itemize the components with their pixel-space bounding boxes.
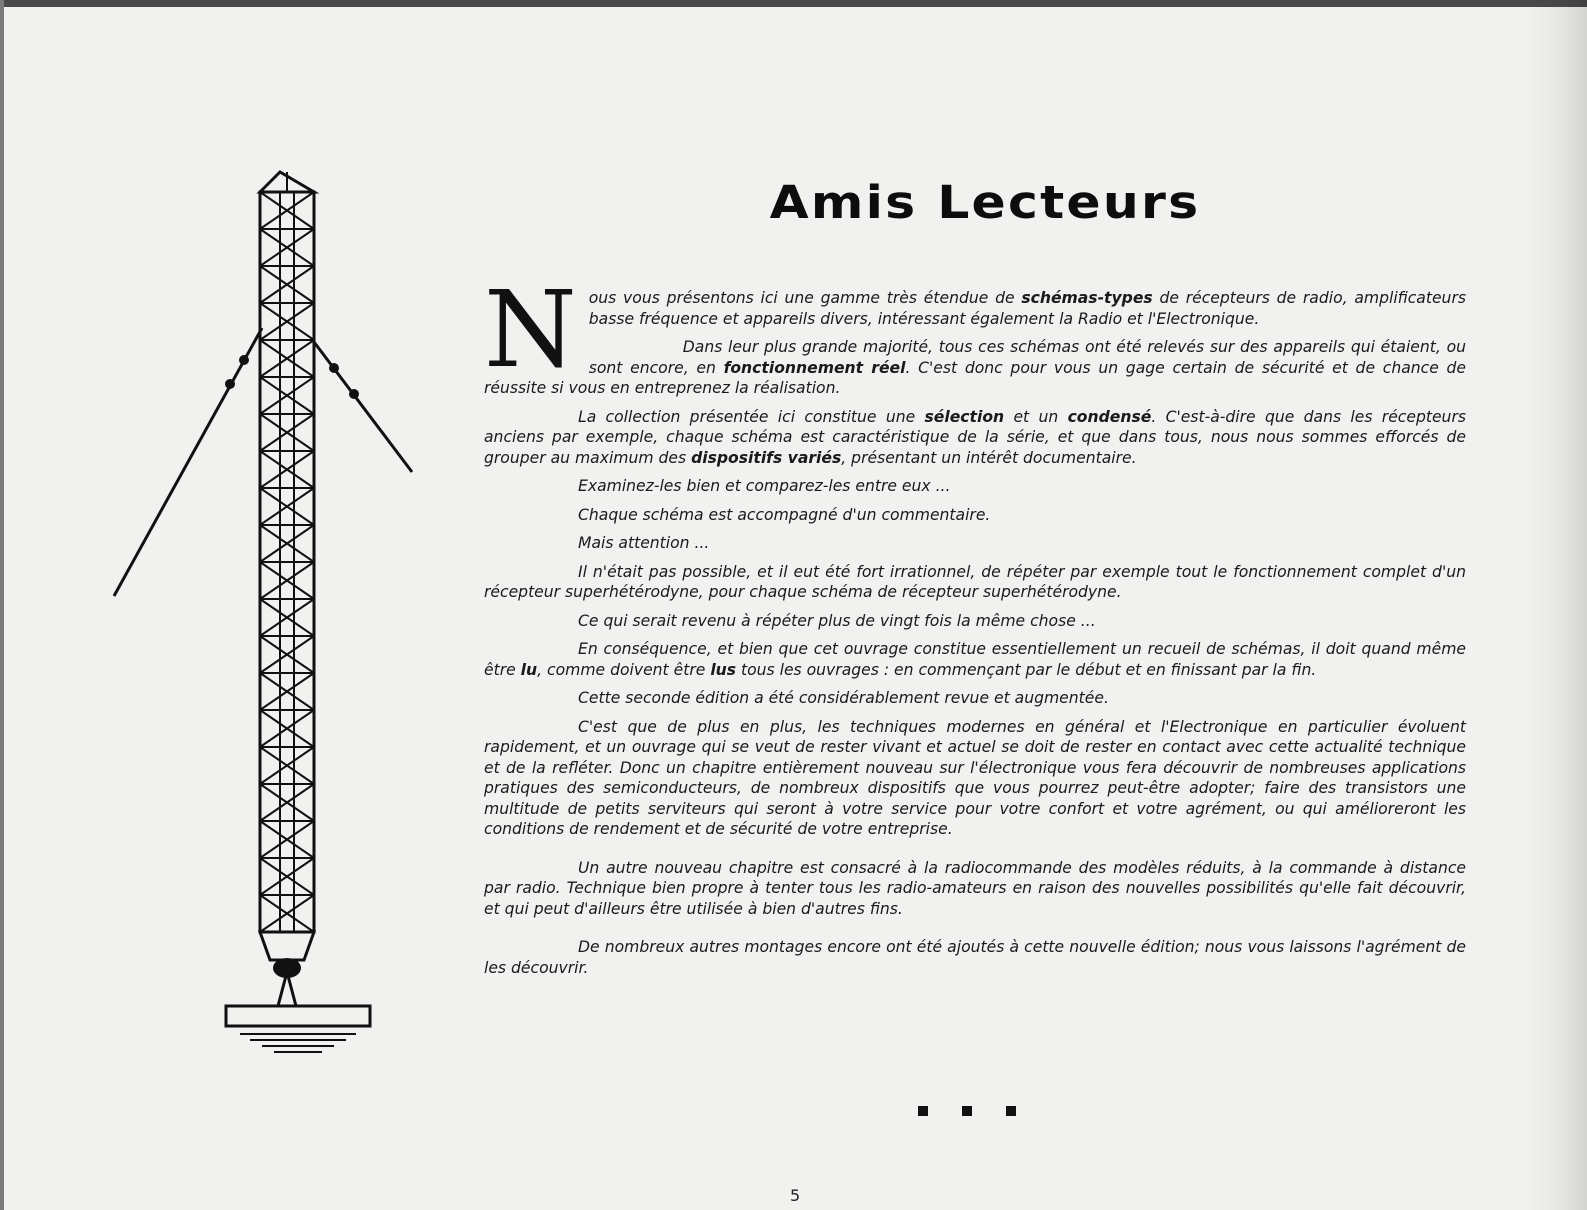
insulator-left-1 xyxy=(239,355,249,365)
paragraph-12: Un autre nouveau chapitre est consacré à la radiocommande des modèles réduits, à la commande à distance par radio. Technique bien propre à tenter tous les radio-amateurs en raison des nouvelles possibilités qu'elle fait découvrir, et qui peut d'ailleurs être utilisée à bien d'autres fins. xyxy=(484,858,1466,918)
insulator-right-1 xyxy=(329,363,339,373)
insulator-left-2 xyxy=(225,379,235,389)
antenna-tower-illustration xyxy=(100,160,430,1080)
paragraph-10: Cette seconde édition a été considérablement revue et augmentée. xyxy=(578,689,1109,707)
paragraph-4: Examinez-les bien et comparez-les entre eux ... xyxy=(578,477,951,495)
guy-wire-left xyxy=(114,328,262,596)
tower-base-cone xyxy=(260,932,314,960)
article-body xyxy=(484,268,1467,986)
paragraph-9: En conséquence, et bien que cet ouvrage constitue essentiellement un recueil de schémas, il doit quand même être lu, comme doivent être lus tous les ouvrages : en commençant par le début et en finissant par la fin. xyxy=(484,640,1466,679)
paragraph-7: Il n'était pas possible, et il eut été fort irrationnel, de répéter par exemple tout le fonctionnement complet d'un récepteur superhétérodyne, pour chaque schéma de récepteur superhétérodyne. xyxy=(484,562,1466,601)
guy-wire-right xyxy=(314,342,412,472)
page-left-edge xyxy=(0,0,4,1210)
paragraph-2: Dans leur plus grande majorité, tous ces schémas ont été relevés sur des appareils qui étaient, ou sont encore, en fonctionnement réel. C'est donc pour vous un gage certain de sécurité et de chance de réussite si vous en entreprenez la réalisation. xyxy=(484,338,1467,397)
insulator-right-2 xyxy=(349,389,359,399)
page-top-edge xyxy=(0,0,1587,7)
tower-base-platform xyxy=(226,1006,370,1026)
drop-cap: N xyxy=(484,268,577,391)
section-end-ornament xyxy=(918,1106,1016,1116)
paragraph-8: Ce qui serait revenu à répéter plus de vingt fois la même chose ... xyxy=(578,611,1096,630)
page-fold-shadow xyxy=(1527,0,1587,1210)
ornament-square xyxy=(962,1106,972,1116)
paragraph-11: C'est que de plus en plus, les techniques modernes en général et l'Electronique en particulier évoluent rapidement, et un ouvrage qui se veut de rester vivant et actuel se doit de rester en contact avec cette actualité technique et de la refléter. Donc un chapitre entièrement nouveau sur l'électronique vous fera découvrir de nombreuses applications pratiques des semiconducteurs, de nombreux dispositifs que vous pourrez peut-être adopter; faire des transistors une multitude de petits serviteurs qui seront à votre service pour votre confort et votre agrément, ou qui amélioreront les conditions de rendement et de sécurité de votre entreprise. xyxy=(484,717,1466,838)
page-title: Amis Lecteurs xyxy=(769,176,1201,229)
page-number: 5 xyxy=(790,1186,801,1205)
ornament-square xyxy=(918,1106,928,1116)
paragraph-13: De nombreux autres montages encore ont été ajoutés à cette nouvelle édition; nous vous laissons l'agrément de les découvrir. xyxy=(484,938,1466,977)
ornament-square xyxy=(1006,1106,1016,1116)
paragraph-1: Nous vous présentons ici une gamme très étendue de schémas-types de récepteurs de radio, amplificateurs basse fréquence et appareils divers, intéressant également la Radio et l'Electronique. xyxy=(484,268,1466,391)
paragraph-5: Chaque schéma est accompagné d'un commentaire. xyxy=(578,505,991,524)
paragraph-3: La collection présentée ici constitue une sélection et un condensé. C'est-à-dire que dans les récepteurs anciens par exemple, chaque schéma est caractéristique de la série, et que dans tous, nous nous sommes efforcés de grouper au maximum des dispositifs variés, présentant un intérêt documentaire. xyxy=(484,407,1466,467)
paragraph-6: Mais attention ... xyxy=(578,534,710,552)
